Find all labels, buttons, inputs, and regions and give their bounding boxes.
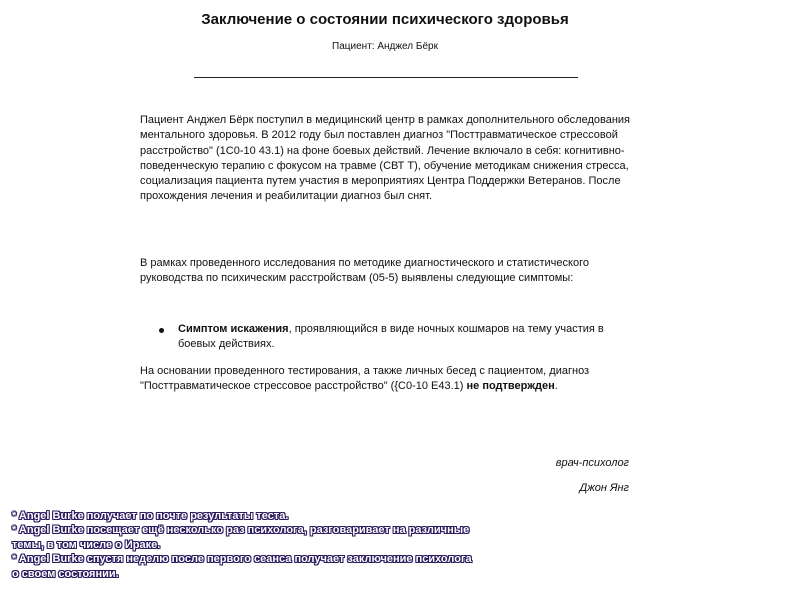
signature-role: врач-психолог <box>555 457 629 469</box>
conclusion-text: На основании проведенного тестирования, а также личных бесед с пациентом, диагноз "Посттравматическое стрессовое расстройство" ({С0-10 Е43.1) <box>140 365 590 393</box>
symptom-description: , проявляющийся в виде ночных кошмаров на тему участия в боевых действиях. <box>178 323 604 351</box>
symptom-name: Симптом искажения <box>178 323 289 335</box>
anamnesis-paragraph: Пациент Анджел Бёрк поступил в медицинский центр в рамках дополнительного обследования ментального здоровья. В 2012 году был поставлен диагноз "Посттравматическое стрессовой расстройство" (1С0-10 43.1) на фоне боевых действий. Лечение включало в себя: когнитивно-поведенческую терапию с фокусом на травме (СВТ Т), обучение методикам снижения стресса, социализация пациента путем участия в мероприятиях Центра Поддержки Ветеранов. После прохождения лечения и реабилитации диагноз был снят. <box>140 114 630 203</box>
patient-line: Пациент: Анджел Бёрк <box>332 41 438 52</box>
conclusion-paragraph <box>140 364 640 395</box>
symptom-item <box>140 322 640 353</box>
signature-name: Джон Янг <box>579 482 629 494</box>
overlay-note: * Angel Burke посещает ещё несколько раз психолога, разговаривает на различные темы, в том числе о Ираке. <box>12 524 470 551</box>
divider-line <box>194 77 578 78</box>
bullet-icon <box>159 328 164 333</box>
overlay-note: * Angel Burke спустя неделю после первого сеанса получает заключение психолога о своем состоянии. <box>12 553 472 580</box>
conclusion-verdict: не подтвержден <box>466 380 555 393</box>
study-intro-paragraph: В рамках проведенного исследования по методике диагностического и статистического руководства по психическим расстройствам (05-5) выявлены следующие симптомы: <box>140 257 589 285</box>
conclusion-end: . <box>554 380 558 393</box>
overlay-notes <box>12 509 472 581</box>
overlay-note: * Angel Burke получает по почте результаты теста. <box>12 510 289 522</box>
symptom-list <box>140 322 640 353</box>
document-title: Заключение о состоянии психического здоровья <box>201 11 569 28</box>
